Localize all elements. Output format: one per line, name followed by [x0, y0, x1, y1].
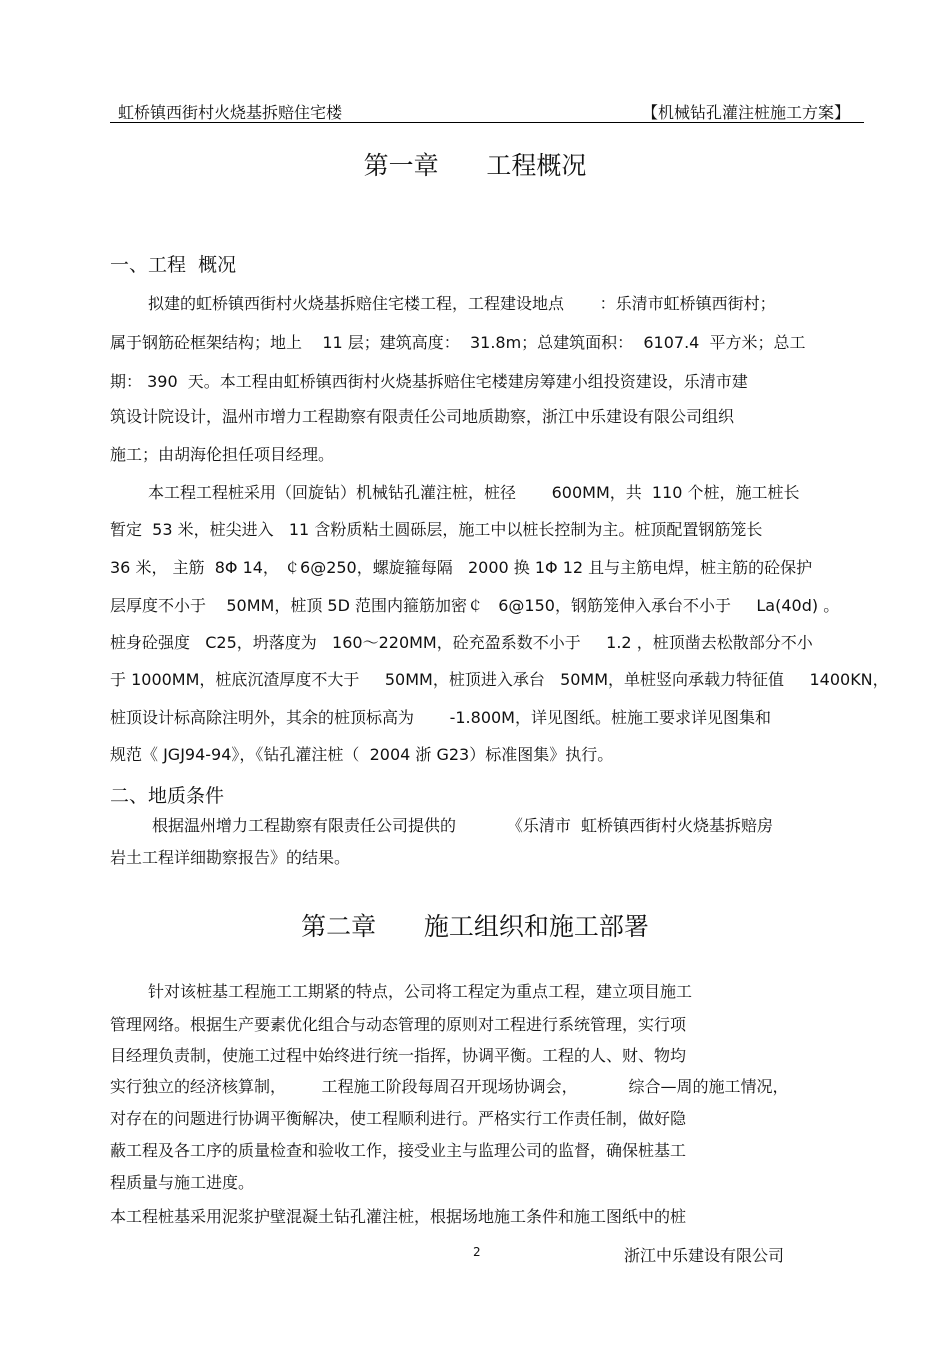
paragraph-line: 目经理负责制，使施工过程中始终进行统一指挥，协调平衡。工程的人、财、物均 — [110, 1046, 687, 1065]
paragraph-line: 管理网络。根据生产要素优化组合与动态管理的原则对工程进行系统管理，实行项 — [110, 1015, 687, 1034]
paragraph-line: 本工程桩基采用泥浆护壁混凝土钻孔灌注桩，根据场地施工条件和施工图纸中的桩 — [110, 1207, 687, 1226]
paragraph-line: 岩土工程详细勘察报告》的结果。 — [110, 848, 351, 867]
section-2-heading: 二、地质条件 — [110, 785, 225, 807]
paragraph-line: 拟建的虹桥镇西街村火烧基拆赔住宅楼工程，工程建设地点 ：乐清市虹桥镇西街村； — [148, 294, 776, 313]
paragraph-line: 针对该桩基工程施工工期紧的特点，公司将工程定为重点工程，建立项目施工 — [148, 982, 693, 1001]
paragraph-line: 蔽工程及各工序的质量检查和验收工作，接受业主与监理公司的监督，确保桩基工 — [110, 1141, 687, 1160]
paragraph-line: 层厚度不小于 50MM，桩顶 5D 范围内箍筋加密￠ 6@150，钢筋笼伸入承台不小于 La(40d) 。 — [110, 596, 840, 615]
paragraph-line: 根据温州增力工程勘察有限责任公司提供的 《乐清市 虹桥镇西街村火烧基拆赔房 — [152, 816, 774, 835]
paragraph-line: 实行独立的经济核算制， 工程施工阶段每周召开现场协调会， 综合—周的施工情况， — [110, 1077, 789, 1096]
paragraph-line: 属于钢筋砼框架结构；地上 11 层；建筑高度： 31.8m；总建筑面积： 6107.4 平方米；总工 — [110, 333, 806, 352]
header-rule — [110, 122, 864, 123]
chapter-1-title: 第一章 工程概况 — [363, 151, 587, 180]
paragraph-line: 施工；由胡海伦担任项目经理。 — [110, 445, 335, 464]
paragraph-line: 对存在的问题进行协调平衡解决，使工程顺利进行。严格实行工作责任制，做好隐 — [110, 1109, 687, 1128]
paragraph-line: 桩顶设计标高除注明外，其余的桩顶标高为 -1.800M，详见图纸。桩施工要求详见图集和 — [110, 708, 771, 727]
paragraph-line: 本工程工程桩采用（回旋钻）机械钻孔灌注桩，桩径 600MM，共 110 个桩，施工桩长 — [148, 483, 800, 502]
paragraph-line: 期： 390 天。本工程由虹桥镇西街村火烧基拆赔住宅楼建房筹建小组投资建设，乐清市建 — [110, 372, 748, 391]
paragraph-line: 暂定 53 米，桩尖进入 11 含粉质粘土圆砾层，施工中以桩长控制为主。桩顶配置钢筋笼长 — [110, 520, 763, 539]
footer-company: 浙江中乐建设有限公司 — [624, 1246, 785, 1265]
paragraph-line: 规范《 JGJ94-94》，《钻孔灌注桩（ 2004 浙 G23）标准图集》执行。 — [110, 745, 614, 764]
header-doc-title: 【机械钻孔灌注桩施工方案】 — [641, 103, 850, 122]
paragraph-line: 筑设计院设计，温州市增力工程勘察有限责任公司地质勘察，浙江中乐建设有限公司组织 — [110, 407, 735, 426]
page-number: 2 — [473, 1245, 481, 1259]
header-project-name: 虹桥镇西街村火烧基拆赔住宅楼 — [118, 103, 343, 122]
paragraph-line: 程质量与施工进度。 — [110, 1173, 255, 1192]
paragraph-line: 桩身砼强度 C25，坍落度为 160～220MM，砼充盈系数不小于 1.2 ，桩顶凿去松散部分不小 — [110, 633, 813, 652]
paragraph-line: 于 1000MM，桩底沉渣厚度不大于 50MM，桩顶进入承台 50MM，单桩竖向承载力特征值 1400KN， — [110, 670, 889, 689]
chapter-2-title: 第二章 施工组织和施工部署 — [301, 912, 649, 941]
paragraph-line: 36 米， 主筋 8Φ 14， ￠6@250，螺旋箍每隔 2000 换 1Φ 12 且与主筋电焊，桩主筋的砼保护 — [110, 558, 813, 577]
section-1-heading: 一、工程 概况 — [110, 254, 237, 276]
